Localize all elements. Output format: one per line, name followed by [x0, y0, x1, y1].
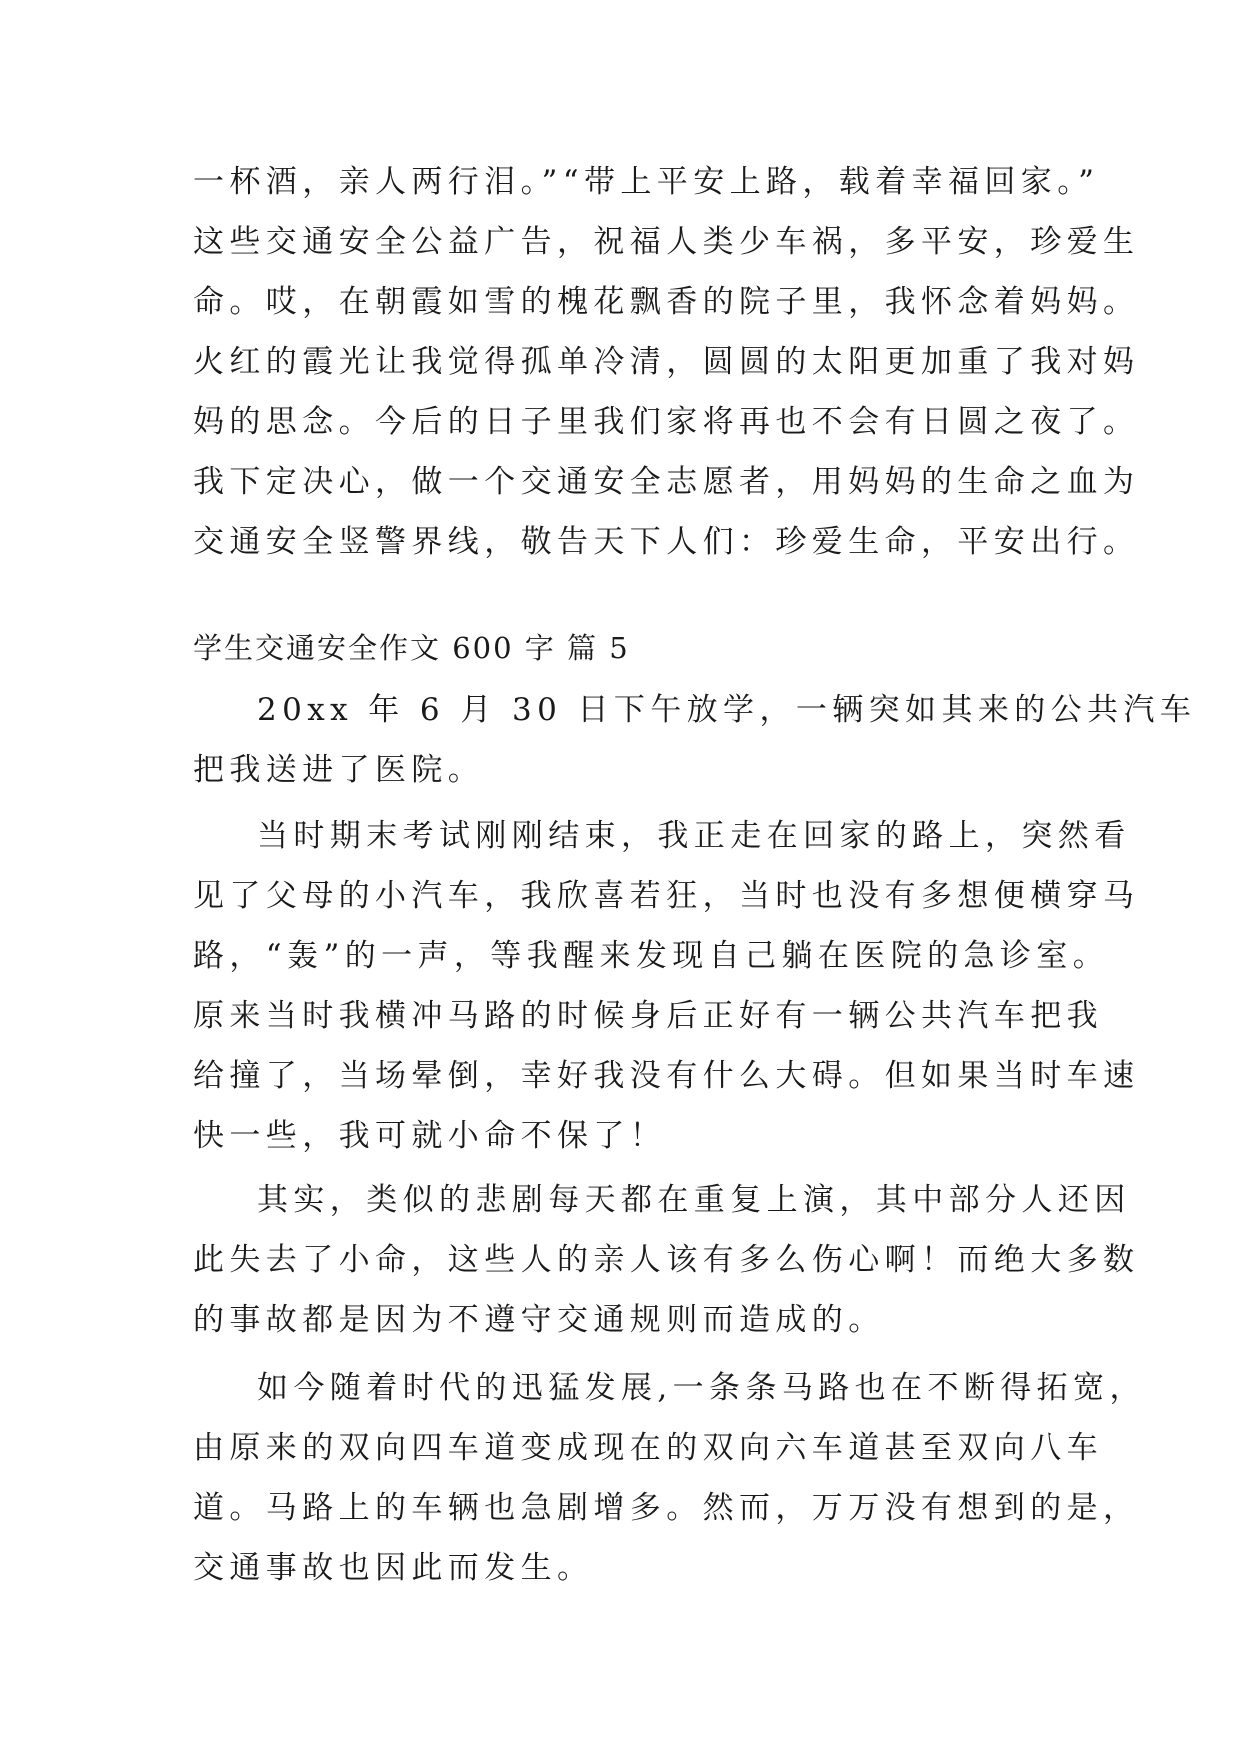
- text-line: 20xx 年 6 月 30 日下午放学，一辆突如其来的公共汽车: [257, 692, 1197, 728]
- text-line: 给撞了，当场晕倒，幸好我没有什么大碍。但如果当时车速: [193, 1058, 1140, 1094]
- text-line: 快一些，我可就小命不保了！: [193, 1118, 667, 1154]
- text-line: 如今随着时代的迅猛发展,一条条马路也在不断得拓宽，: [257, 1370, 1146, 1406]
- section-heading: 学生交通安全作文 600 字 篇 5: [193, 631, 630, 665]
- text-line: 此失去了小命，这些人的亲人该有多么伤心啊！而绝大多数: [193, 1242, 1140, 1278]
- text-line: 一杯酒，亲人两行泪。”“带上平安上路，载着幸福回家。”: [193, 164, 1100, 200]
- text-line: 这些交通安全公益广告，祝福人类少车祸，多平安，珍爱生: [193, 224, 1140, 260]
- text-line: 交通事故也因此而发生。: [193, 1550, 594, 1586]
- text-line: 当时期末考试刚刚结束，我正走在回家的路上，突然看: [257, 818, 1131, 854]
- text-line: 火红的霞光让我觉得孤单冷清，圆圆的太阳更加重了我对妈: [193, 344, 1140, 380]
- text-line: 的事故都是因为不遵守交通规则而造成的。: [193, 1302, 885, 1338]
- text-line: 交通安全竖警界线，敬告天下人们：珍爱生命，平安出行。: [193, 524, 1140, 560]
- text-line: 原来当时我横冲马路的时候身后正好有一辆公共汽车把我: [193, 998, 1103, 1034]
- text-line: 由原来的双向四车道变成现在的双向六车道甚至双向八车: [193, 1430, 1103, 1466]
- text-line: 妈的思念。今后的日子里我们家将再也不会有日圆之夜了。: [193, 404, 1140, 440]
- text-line: 道。马路上的车辆也急剧增多。然而，万万没有想到的是，: [193, 1490, 1140, 1526]
- text-line: 其实，类似的悲剧每天都在重复上演，其中部分人还因: [257, 1182, 1131, 1218]
- text-line: 路，“轰”的一声，等我醒来发现自己躺在医院的急诊室。: [193, 938, 1110, 974]
- text-line: 见了父母的小汽车，我欣喜若狂，当时也没有多想便横穿马: [193, 878, 1140, 914]
- text-line: 把我送进了医院。: [193, 752, 485, 788]
- text-line: 我下定决心，做一个交通安全志愿者，用妈妈的生命之血为: [193, 464, 1140, 500]
- text-line: 命。哎，在朝霞如雪的槐花飘香的院子里，我怀念着妈妈。: [193, 284, 1140, 320]
